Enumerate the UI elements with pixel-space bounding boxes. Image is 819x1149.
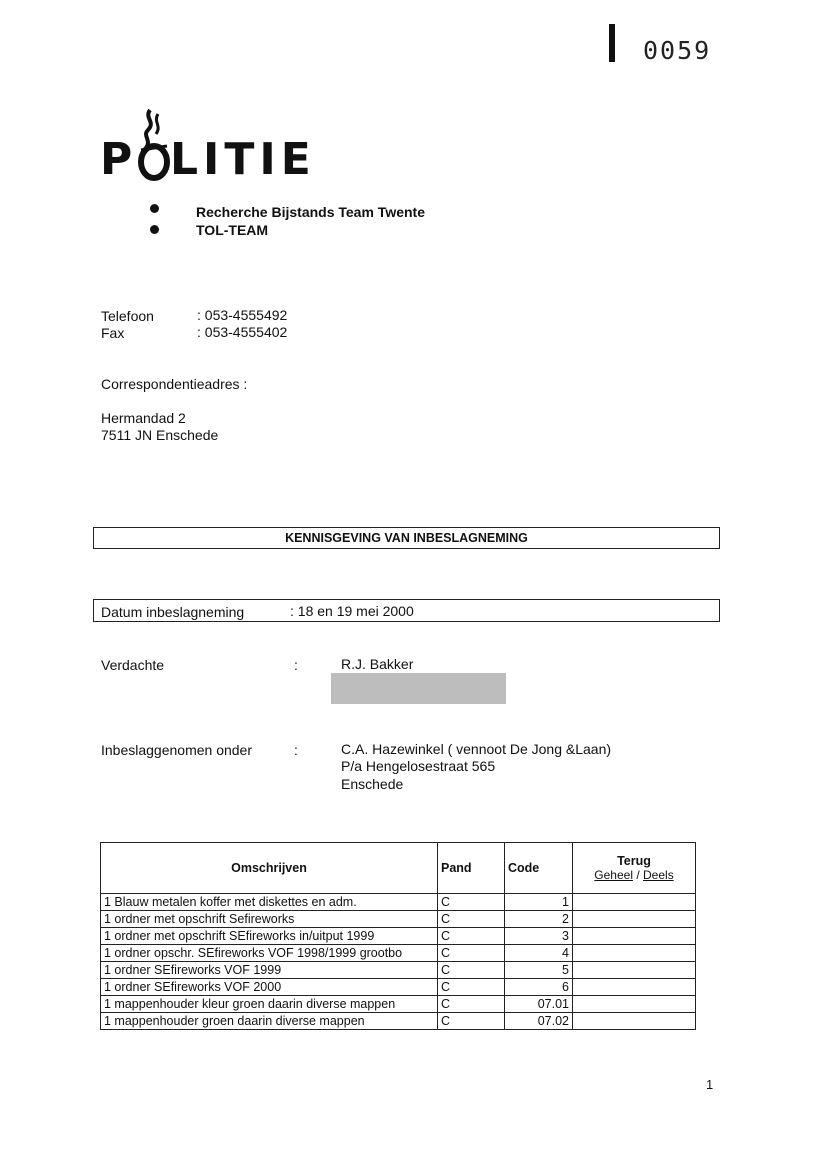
header-omschrijven: Omschrijven [101, 843, 438, 894]
row-terug [573, 894, 696, 911]
fax-label: Fax [101, 325, 125, 341]
fax-value: : 053-4555402 [197, 324, 288, 340]
address-line-2: 7511 JN Enschede [101, 427, 219, 443]
table-row [101, 996, 696, 1013]
verdachte-name: R.J. Bakker [341, 656, 414, 672]
row-description: 1 Blauw metalen koffer met diskettes en adm. [101, 894, 438, 911]
inbeslag-label: Inbeslaggenomen onder [101, 742, 253, 758]
redaction-box [331, 673, 506, 704]
inbeslag-line-2: P/a Hengelosestraat 565 [341, 758, 496, 774]
row-terug [573, 945, 696, 962]
header-sep: / [633, 868, 644, 882]
row-terug [573, 962, 696, 979]
inbeslag-line-3: Enschede [341, 776, 404, 792]
bullet-icon [150, 204, 159, 213]
datum-box [93, 599, 720, 622]
table-row [101, 945, 696, 962]
row-terug [573, 996, 696, 1013]
row-code: 07.02 [505, 1013, 573, 1030]
stamp-bar [609, 24, 615, 62]
inbeslag-colon: : [294, 742, 298, 758]
row-terug [573, 911, 696, 928]
notice-title-box [93, 527, 720, 549]
row-description: 1 ordner met opschrift Sefireworks [101, 911, 438, 928]
row-terug [573, 979, 696, 996]
row-description: 1 ordner SEfireworks VOF 1999 [101, 962, 438, 979]
table-row [101, 1013, 696, 1030]
row-pand: C [438, 945, 505, 962]
table-row [101, 962, 696, 979]
row-description: 1 ordner met opschrift SEfireworks in/uitput 1999 [101, 928, 438, 945]
page-number: 1 [706, 1077, 714, 1092]
row-description: 1 ordner opschr. SEfireworks VOF 1998/1999 grootbo [101, 945, 438, 962]
notice-title: KENNISGEVING VAN INBESLAGNEMING [285, 531, 528, 545]
row-code: 2 [505, 911, 573, 928]
stamp-number: 0059 [643, 36, 712, 65]
unit-name: Recherche Bijstands Team Twente [196, 204, 425, 220]
row-code: 3 [505, 928, 573, 945]
row-code: 5 [505, 962, 573, 979]
svg-text:LITIE: LITIE [170, 134, 316, 185]
row-code: 4 [505, 945, 573, 962]
table-row [101, 911, 696, 928]
row-pand: C [438, 962, 505, 979]
row-code: 6 [505, 979, 573, 996]
items-table [100, 842, 696, 1030]
header-terug-label: Terug [617, 854, 651, 868]
row-pand: C [438, 911, 505, 928]
header-code: Code [505, 843, 573, 894]
row-terug [573, 1013, 696, 1030]
header-pand: Pand [438, 843, 505, 894]
politie-logo [100, 104, 330, 186]
header-terug [573, 843, 696, 894]
table-row [101, 979, 696, 996]
row-terug [573, 928, 696, 945]
datum-value: : 18 en 19 mei 2000 [290, 603, 414, 619]
row-pand: C [438, 1013, 505, 1030]
address-line-1: Hermandad 2 [101, 410, 186, 426]
row-pand: C [438, 928, 505, 945]
row-pand: C [438, 996, 505, 1013]
telefoon-label: Telefoon [101, 308, 154, 324]
svg-text:P: P [100, 134, 138, 185]
row-pand: C [438, 894, 505, 911]
verdachte-colon: : [294, 657, 298, 673]
datum-label: Datum inbeslagneming [101, 604, 245, 620]
table-row [101, 928, 696, 945]
row-code: 07.01 [505, 996, 573, 1013]
team-name: TOL-TEAM [196, 222, 269, 238]
verdachte-label: Verdachte [101, 657, 165, 673]
row-description: 1 mappenhouder kleur groen daarin diverse mappen [101, 996, 438, 1013]
table-header-row [101, 843, 696, 894]
header-deels: Deels [643, 868, 674, 882]
row-description: 1 mappenhouder groen daarin diverse mappen [101, 1013, 438, 1030]
table-row [101, 894, 696, 911]
row-description: 1 ordner SEfireworks VOF 2000 [101, 979, 438, 996]
flame-emblem-icon [141, 110, 167, 178]
inbeslag-line-1: C.A. Hazewinkel ( vennoot De Jong &Laan) [341, 741, 612, 757]
correspondence-label: Correspondentieadres : [101, 376, 248, 392]
bullet-icon [150, 225, 159, 234]
header-terug-sub [576, 868, 692, 882]
header-geheel: Geheel [594, 868, 633, 882]
telefoon-value: : 053-4555492 [197, 307, 288, 323]
row-code: 1 [505, 894, 573, 911]
row-pand: C [438, 979, 505, 996]
